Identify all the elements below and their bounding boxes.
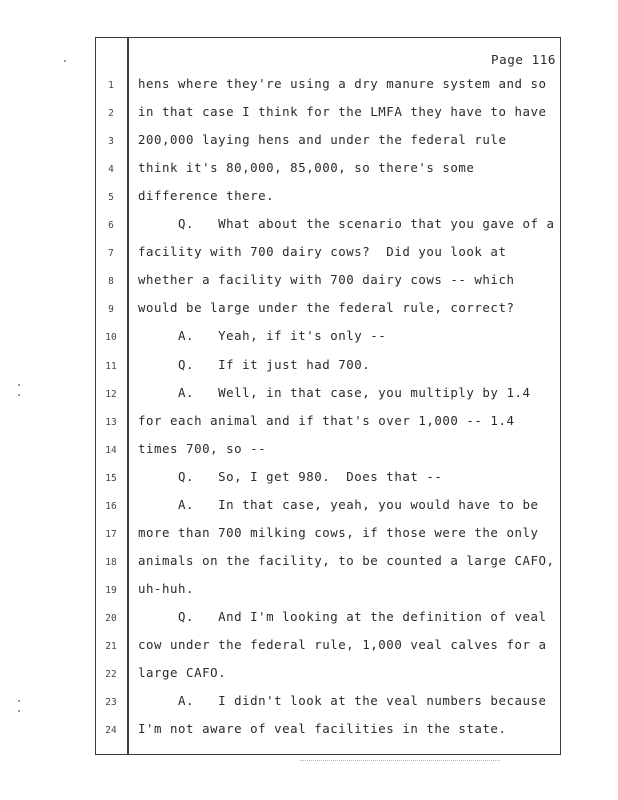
transcript-line: for each animal and if that's over 1,000 -- 1.4 (138, 412, 515, 428)
line-number-margin-rule (127, 37, 129, 755)
line-number: 4 (108, 164, 114, 176)
line-number: 19 (105, 584, 117, 596)
page-number: Page 116 (490, 52, 556, 67)
transcript-line: in that case I think for the LMFA they have to have (138, 104, 547, 120)
line-number: 2 (108, 108, 114, 120)
line-number: 17 (105, 528, 117, 540)
line-number: 8 (108, 276, 114, 288)
line-number: 11 (105, 360, 117, 372)
line-number: 7 (108, 248, 114, 260)
transcript-line: more than 700 milking cows, if those were the only (138, 524, 539, 540)
line-number: 23 (105, 697, 117, 709)
line-number: 5 (108, 192, 114, 204)
transcript-line: animals on the facility, to be counted a large CAFO, (138, 552, 555, 568)
line-number: 3 (108, 136, 114, 148)
transcript-line: Q. And I'm looking at the definition of veal (138, 608, 547, 624)
line-number: 20 (105, 612, 117, 624)
line-number: 24 (105, 725, 117, 737)
transcript-line: A. In that case, yeah, you would have to be (138, 496, 539, 512)
scan-speck (18, 394, 20, 396)
scan-speck (18, 700, 20, 702)
transcript-line: Q. If it just had 700. (138, 356, 371, 372)
scan-speck (18, 384, 20, 386)
transcript-line: 200,000 laying hens and under the federal rule (138, 132, 507, 148)
transcript-line: I'm not aware of veal facilities in the state. (138, 721, 507, 737)
scan-speck (64, 60, 66, 62)
transcript-line: A. Well, in that case, you multiply by 1.4 (138, 384, 531, 400)
line-number: 1 (108, 80, 114, 91)
transcript-line: whether a facility with 700 dairy cows -- which (138, 272, 515, 288)
transcript-line: think it's 80,000, 85,000, so there's some (138, 160, 475, 176)
line-number: 22 (105, 669, 117, 681)
transcript-line: facility with 700 dairy cows? Did you look at (138, 244, 507, 260)
scan-artifact-line (300, 760, 500, 762)
transcript-line: would be large under the federal rule, correct? (138, 300, 515, 316)
line-number: 12 (105, 388, 117, 400)
transcript-line: large CAFO. (138, 665, 227, 681)
scan-speck (18, 710, 20, 712)
line-number: 15 (105, 472, 117, 484)
transcript-line: A. Yeah, if it's only -- (138, 328, 387, 344)
transcript-line: cow under the federal rule, 1,000 veal calves for a (138, 637, 547, 652)
transcript-line: uh-huh. (138, 580, 195, 596)
line-number: 6 (108, 220, 114, 232)
line-number: 16 (105, 500, 117, 512)
line-number: 13 (105, 416, 117, 428)
transcript-line: Q. What about the scenario that you gave of a (138, 216, 555, 232)
line-number: 21 (105, 641, 117, 652)
line-number: 9 (108, 304, 114, 316)
transcript-line: difference there. (138, 188, 275, 204)
transcript-line: Q. So, I get 980. Does that -- (138, 468, 443, 484)
transcript-line: hens where they're using a dry manure system and so (138, 76, 547, 91)
transcript-line: A. I didn't look at the veal numbers because (138, 693, 547, 709)
line-number: 14 (105, 444, 117, 456)
line-number: 10 (105, 332, 117, 344)
transcript-line: times 700, so -- (138, 440, 267, 456)
line-number: 18 (105, 556, 117, 568)
